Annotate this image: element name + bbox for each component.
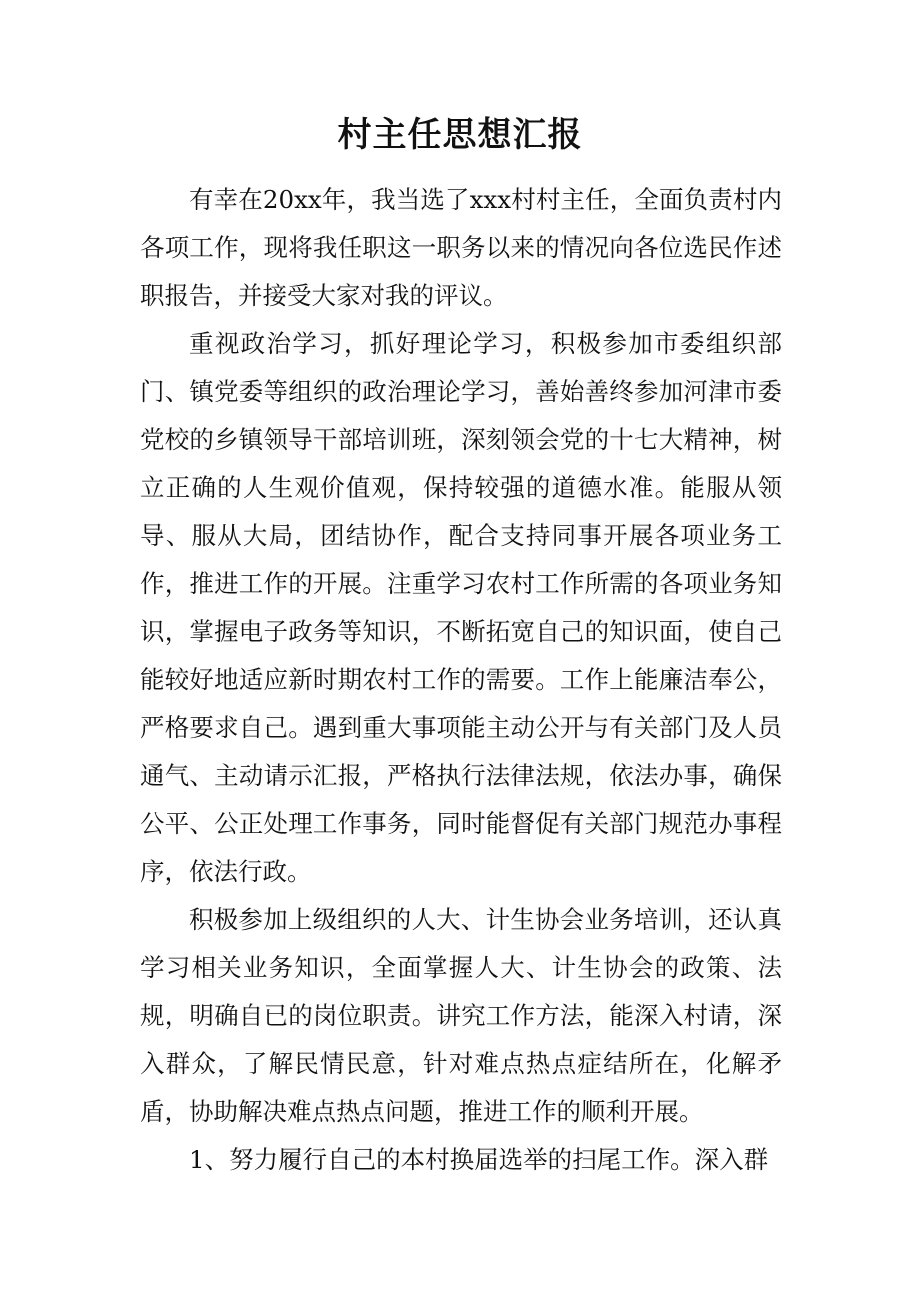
document-title: 村主任思想汇报 xyxy=(337,115,583,155)
paragraph: 重视政治学习，抓好理论学习，积极参加市委组织部门、镇党委等组织的政治理论学习，善始善终参加河津市委党校的乡镇领导干部培训班，深刻领会党的十七大精神，树立正确的人生观价值观，保持较强的道德水准。能服从领导、服从大局，团结协作，配合支持同事开展各项业务工作，推进工作的开展。注重学习农村工作所需的各项业务知识，掌握电子政务等知识，不断拓宽自己的知识面，使自己能较好地适应新时期农村工作的需要。工作上能廉洁奉公，严格要求自己。遇到重大事项能主动公开与有关部门及人员通气、主动请示汇报，严格执行法律法规，依法办事，确保公平、公正处理工作事务，同时能督促有关部门规范办事程序，依法行政。 xyxy=(140,329,782,886)
paragraph: 积极参加上级组织的人大、计生协会业务培训，还认真学习相关业务知识，全面掌握人大、计生协会的政策、法规，明确自已的岗位职责。讲究工作方法，能深入村请，深入群众，了解民情民意，针对难点热点症结所在，化解矛盾，协助解决难点热点问题，推进工作的顺利开展。 xyxy=(140,905,782,1126)
document-body xyxy=(140,176,782,1184)
paragraph: 有幸在20xx年，我当选了xxx村村主任，全面负责村内各项工作，现将我任职这一职务以来的情况向各位选民作述职报告，并接受大家对我的评议。 xyxy=(140,185,782,310)
paragraph: 1、努力履行自己的本村换届选举的扫尾工作。深入群 xyxy=(189,1145,769,1174)
